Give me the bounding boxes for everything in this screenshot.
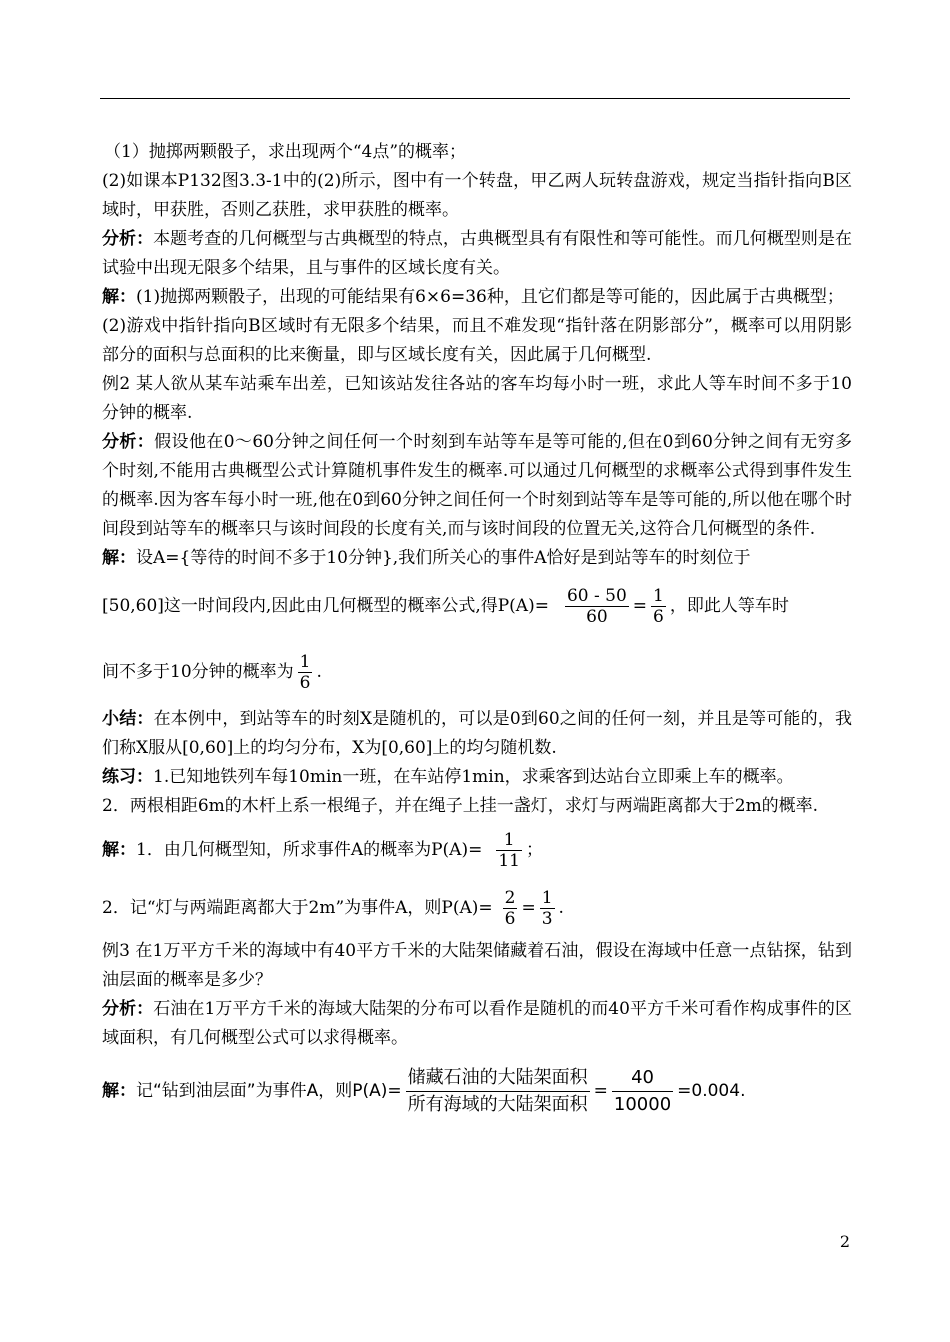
summary-text: 在本例中，到站等车的时刻X是随机的，可以是0到60之间的任何一刻，并且是等可能的，我们称X服从[0,60]上的均匀分布，X为[0,60]上的均匀随机数. xyxy=(102,709,852,758)
formula-tail: ，即此人等车时 xyxy=(669,595,789,616)
analysis-text: 石油在1万平方千米的海域大陆架的分布可以看作是随机的而40平方千米可看作构成事件的区域面积，有几何概型公式可以求得概率。 xyxy=(102,999,852,1048)
solution-label: 解： xyxy=(102,287,136,307)
solution-2 xyxy=(102,544,852,573)
fraction-numerator: 1 xyxy=(541,887,553,908)
page-number: 2 xyxy=(839,1232,850,1251)
example-3: 例3 在1万平方千米的海域中有40平方千米的大陆架储藏着石油，假设在海域中任意一点钻探，钻到油层面的概率是多少？ xyxy=(102,941,852,990)
solution-text: 1．由几何概型知，所求事件A的概率为P(A)= xyxy=(136,839,483,860)
exercise-1 xyxy=(102,763,852,792)
analysis-3 xyxy=(102,995,852,1053)
analysis-1 xyxy=(102,225,852,283)
header-rule xyxy=(100,98,850,99)
fraction-numerator: 60 - 50 xyxy=(566,585,627,606)
solution-3 xyxy=(102,821,852,879)
analysis-label: 分析： xyxy=(102,432,155,452)
analysis-label: 分析： xyxy=(102,229,154,249)
solution-2-result xyxy=(102,639,852,705)
solution-text: 2．记“灯与两端距离都大于2m”为事件A，则P(A)= xyxy=(102,897,493,918)
summary xyxy=(102,705,852,763)
fraction-denominator: 6 xyxy=(504,908,516,929)
analysis-text: 本题考查的几何概型与古典概型的特点，古典概型具有有限性和等可能性。而几何概型则是在试验中出现无限多个结果，且与事件的区域长度有关。 xyxy=(102,229,852,278)
fraction-numerator: 1 xyxy=(653,585,664,606)
solution-text: (1)抛掷两颗骰子，出现的可能结果有6×6=36种，且它们都是等可能的，因此属于古典概型； xyxy=(136,287,844,307)
solution-label: 解： xyxy=(102,1080,136,1101)
fraction-denominator: 6 xyxy=(299,672,311,693)
fraction-denominator: 11 xyxy=(498,850,520,871)
example-2: 例2 某人欲从某车站乘车出差，已知该站发往各站的客车均每小时一班，求此人等车时间不多于10分钟的概率. xyxy=(102,374,852,423)
solution-tail: =0.004. xyxy=(677,1080,746,1101)
fraction-numerator: 1 xyxy=(299,651,311,672)
result-lead: 间不多于10分钟的概率为 xyxy=(102,661,294,682)
fraction-numerator: 储藏石油的大陆架面积 xyxy=(406,1065,590,1092)
exercise-2: 2．两根相距6m的木杆上系一根绳子，并在绳子上挂一盏灯，求灯与两端距离都大于2m的概率. xyxy=(102,796,819,816)
fraction-denominator: 6 xyxy=(653,606,664,627)
summary-label: 小结： xyxy=(102,709,154,729)
fraction xyxy=(496,830,522,871)
solution-5: 解： 记“钻到油层面”为事件A，则P(A)= $\frac{\text{储藏石油的大陆架面积}}{\text{所有海域的大陆架面积}}$ = $\frac{40}{10000}$ =0.004. xyxy=(102,1053,852,1129)
document-body xyxy=(102,138,852,1129)
fraction xyxy=(651,586,666,627)
exercise-label: 练习： xyxy=(102,767,153,787)
fraction-numerator: 2 xyxy=(504,887,516,908)
solution-1b: (2)游戏中指针指向B区域时有无限多个结果，而且不难发现“指针落在阴影部分”，概率可以用阴影部分的面积与总面积的比来衡量，即与区域长度有关，因此属于几何概型. xyxy=(102,316,852,365)
formula-lead: [50,60]这一时间段内,因此由几何概型的概率公式,得P(A)= xyxy=(102,595,549,616)
solution-tail: . xyxy=(558,897,564,918)
solution-text: 记“钻到油层面”为事件A，则P(A)= xyxy=(136,1080,402,1101)
analysis-text: 假设他在0～60分钟之间任何一个时刻到车站等车是等可能的,但在0到60分钟之间有无穷多个时刻,不能用古典概型公式计算随机事件发生的概率.可以通过几何概型的求概率公式得到事件发生的概率.因为客车每小时一班,他在0到60分钟之间任何一个时刻到站等车是等可能的,所以他在哪个时间段到站等车的概率只与该时间段的长度有关,而与该时间段的位置无关,这符合几何概型的条件. xyxy=(102,432,852,539)
fraction-numerator: 40 xyxy=(612,1065,673,1092)
fraction xyxy=(540,888,555,929)
fraction-denominator: 10000 xyxy=(613,1093,672,1115)
analysis-label: 分析： xyxy=(102,999,154,1019)
result-tail: . xyxy=(316,661,322,682)
solution-text: 设A={等待的时间不多于10分钟},我们所关心的事件A恰好是到站等车的时刻位于 xyxy=(136,548,751,568)
solution-4: 2．记“灯与两端距离都大于2m”为事件A，则P(A)= $\frac{2}{6}$ = $\frac{1}{3}$ . xyxy=(102,887,564,929)
solution-tail: ； xyxy=(525,839,543,860)
fraction xyxy=(503,888,518,929)
fraction xyxy=(565,586,629,627)
exercise-text: 1.已知地铁列车每10min一班，在车站停1min，求乘客到达站台立即乘上车的概率。 xyxy=(153,767,794,787)
fraction-numerator: 1 xyxy=(496,830,522,851)
fraction-denominator: 60 xyxy=(586,606,608,627)
solution-2-formula: [50,60]这一时间段内,因此由几何概型的概率公式,得P(A)= $\frac{60 - 50}{60}$ = $\frac{1}{6}$ ，即此人等车时 xyxy=(102,585,789,627)
fraction xyxy=(406,1065,590,1118)
solution-1 xyxy=(102,283,852,312)
solution-label: 解： xyxy=(102,548,136,568)
fraction-denominator: 3 xyxy=(541,908,553,929)
fraction-denominator: 所有海域的大陆架面积 xyxy=(407,1093,588,1115)
solution-label: 解： xyxy=(102,839,136,860)
fraction xyxy=(298,652,313,693)
question-1: （1）抛掷两颗骰子，求出现两个“4点”的概率； xyxy=(104,142,467,162)
question-2: (2)如课本P132图3.3-1中的(2)所示，图中有一个转盘，甲乙两人玩转盘游戏，规定当指针指向B区域时，甲获胜，否则乙获胜，求甲获胜的概率。 xyxy=(102,171,852,220)
analysis-2 xyxy=(102,428,852,544)
fraction xyxy=(612,1065,673,1118)
